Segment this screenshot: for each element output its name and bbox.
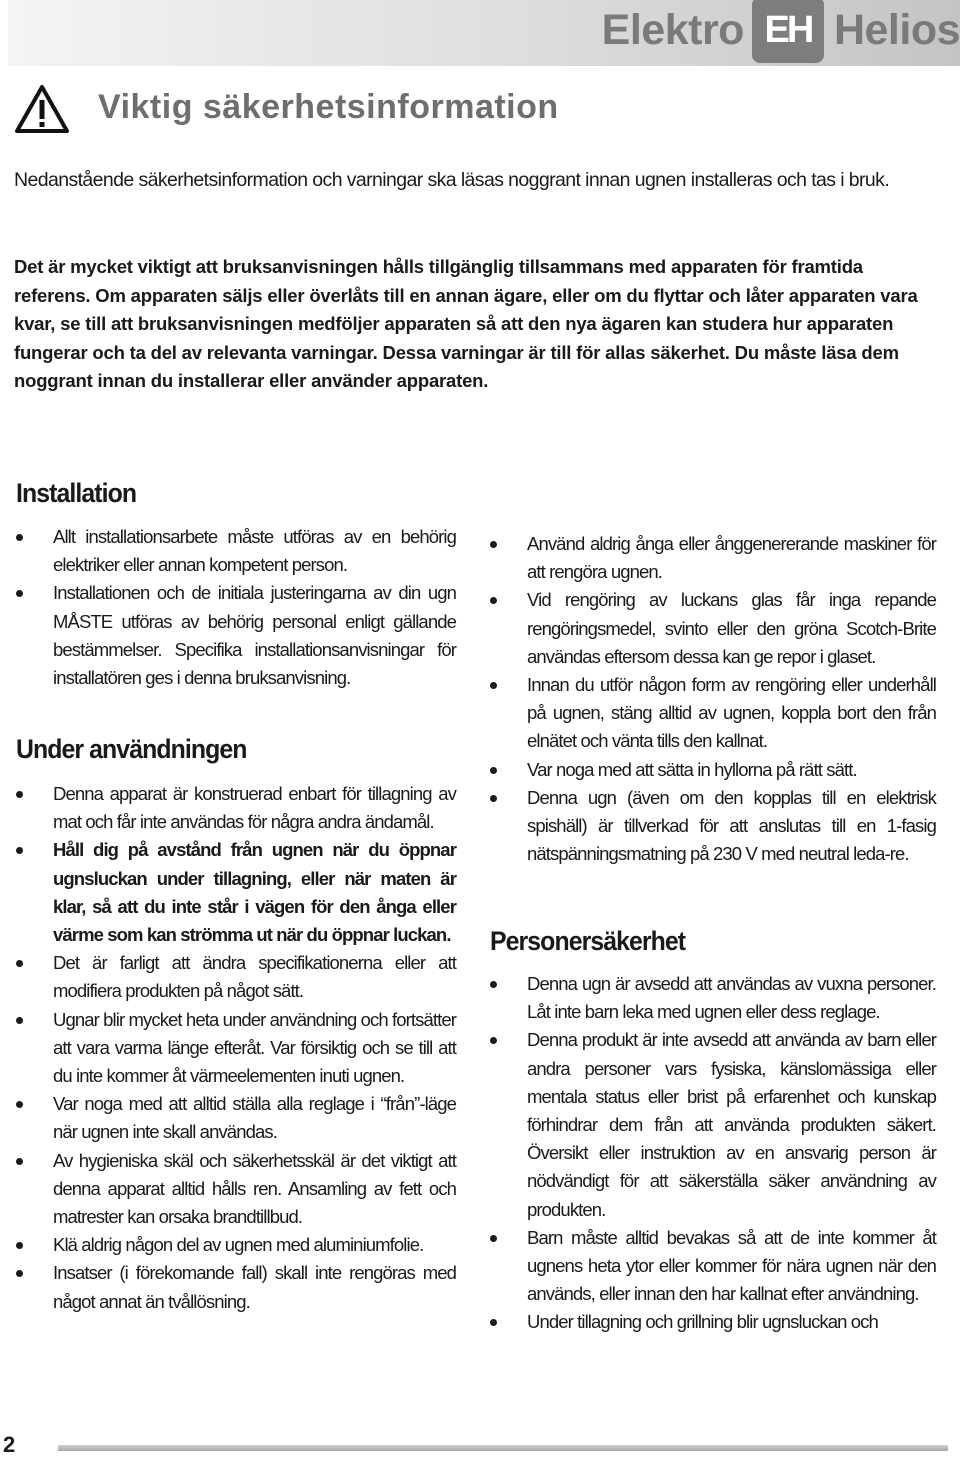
brand-logo bbox=[602, 0, 960, 60]
heading-installation: Installation bbox=[16, 478, 137, 508]
list-item: Denna apparat är konstruerad enbart för tillagning av mat och får inte användas för några andra ändamål. bbox=[16, 780, 456, 836]
list-installation bbox=[16, 523, 456, 692]
list-item: Vid rengöring av luckans glas får inga repande rengöringsmedel, svinto eller den gröna Scotch-Brite användas eftersom dessa kan ge repor i glaset. bbox=[490, 586, 936, 671]
brand-name-right: Helios bbox=[833, 5, 960, 54]
list-item: Allt installationsarbete måste utföras av en behörig elektriker eller annan kompetent person. bbox=[16, 523, 456, 579]
notice-paragraph: Det är mycket viktigt att bruksanvisningen hålls tillgänglig tillsammans med apparaten för framtida referens. Om apparaten säljs eller överlåts till en annan ägare, eller om du flyttar och låter apparaten vara kvar, se till att bruksanvisningen medföljer apparaten så att den nya ägaren kan studera hur apparaten fungerar och ta del av relevanta varningar. Dessa varningar är till för allas säkerhet. Du måste läsa dem noggrant innan du installerar eller använder apparaten. bbox=[14, 256, 918, 392]
header-bar bbox=[8, 0, 960, 66]
bullet-icon bbox=[16, 847, 23, 854]
list-item: Installationen och de initiala justeringarna av din ugn MÅSTE utföras av behörig personal enligt gällande bestämmelser. Specifika installationsanvisningar för installatören ges i denna bruksanvisning. bbox=[16, 579, 456, 692]
intro-paragraph: Nedanstående säkerhetsinformation och varningar ska läsas noggrant innan ugnen installeras och tas i bruk. bbox=[14, 169, 890, 191]
bullet-icon bbox=[490, 682, 497, 689]
bullet-icon bbox=[16, 534, 23, 541]
list-item: Var noga med att sätta in hyllorna på rätt sätt. bbox=[490, 756, 936, 784]
bullet-icon bbox=[16, 791, 23, 798]
bullet-icon bbox=[16, 1158, 23, 1165]
brand-name-left: Elektro bbox=[601, 5, 744, 54]
heading-personal-safety: Personersäkerhet bbox=[490, 926, 686, 956]
list-item: Under tillagning och grillning blir ugnsluckan och bbox=[490, 1308, 936, 1336]
list-item: Barn måste alltid bevakas så att de inte kommer åt ugnens heta ytor eller kommer för nära ugnen när den används, eller innan den har kallnat efter användning. bbox=[490, 1224, 936, 1309]
warning-triangle-icon bbox=[14, 84, 70, 134]
brand-emblem: EH bbox=[752, 0, 824, 63]
bullet-icon bbox=[16, 1017, 23, 1024]
list-item: Klä aldrig någon del av ugnen med aluminiumfolie. bbox=[16, 1231, 456, 1259]
bullet-icon bbox=[490, 1319, 497, 1326]
list-usage bbox=[16, 780, 456, 1316]
list-item: Denna produkt är inte avsedd att använda av barn eller andra personer vars fysiska, känslomässiga eller mentala status eller brist på erfarenhet och kunskap förhindrar dem från att använda produkten säkert. Översikt eller instruktion av en ansvarig person är nödvändigt för att säkerställa säker användning av produkten. bbox=[490, 1026, 936, 1223]
page-title: Viktig säkerhetsinformation bbox=[98, 88, 559, 126]
list-item: Denna ugn (även om den kopplas till en elektrisk spishäll) är tillverkad för att anslutas till en 1-fasig nätspänningsmatning på 230 V med neutral leda-re. bbox=[490, 784, 936, 869]
list-item: Innan du utför någon form av rengöring eller underhåll på ugnen, stäng alltid av ugnen, koppla bort den från elnätet och vänta tills den kallnat. bbox=[490, 671, 936, 756]
bullet-icon bbox=[490, 767, 497, 774]
bullet-icon bbox=[16, 1270, 23, 1277]
list-item: Det är farligt att ändra specifikationerna eller att modifiera produkten på något sätt. bbox=[16, 949, 456, 1005]
list-item: Av hygieniska skäl och säkerhetsskäl är det viktigt att denna apparat alltid hålls ren. Ansamling av fett och matrester kan orsaka brandtillbud. bbox=[16, 1147, 456, 1232]
page-number: 2 bbox=[3, 1432, 16, 1457]
bullet-icon bbox=[16, 1242, 23, 1249]
list-personal-safety bbox=[490, 970, 936, 1337]
heading-usage: Under användningen bbox=[16, 734, 247, 764]
list-item: Använd aldrig ånga eller ånggenererande maskiner för att rengöra ugnen. bbox=[490, 530, 936, 586]
bullet-icon bbox=[490, 1037, 497, 1044]
bullet-icon bbox=[490, 981, 497, 988]
footer-divider bbox=[58, 1445, 948, 1451]
bullet-icon bbox=[490, 541, 497, 548]
bullet-icon bbox=[490, 795, 497, 802]
list-item: Var noga med att alltid ställa alla reglage i “från”-läge när ugnen inte skall användas. bbox=[16, 1090, 456, 1146]
bullet-icon bbox=[490, 597, 497, 604]
bullet-icon bbox=[16, 960, 23, 967]
bullet-icon bbox=[16, 1101, 23, 1108]
list-item: Insatser (i förekomande fall) skall inte rengöras med något annat än tvållösning. bbox=[16, 1259, 456, 1315]
bullet-icon bbox=[490, 1235, 497, 1242]
bullet-icon bbox=[16, 590, 23, 597]
list-cleaning bbox=[490, 530, 936, 868]
list-item: Ugnar blir mycket heta under användning och fortsätter att vara varma länge efteråt. Var försiktig och se till att du inte kommer åt värmeelementen inuti ugnen. bbox=[16, 1006, 456, 1091]
list-item: Håll dig på avstånd från ugnen när du öppnar ugnsluckan under tillagning, eller när maten är klar, så att du inte står i vägen för den ånga eller värme som kan strömma ut när du öppnar luckan. bbox=[16, 836, 456, 949]
list-item: Denna ugn är avsedd att användas av vuxna personer. Låt inte barn leka med ugnen eller dess reglage. bbox=[490, 970, 936, 1026]
